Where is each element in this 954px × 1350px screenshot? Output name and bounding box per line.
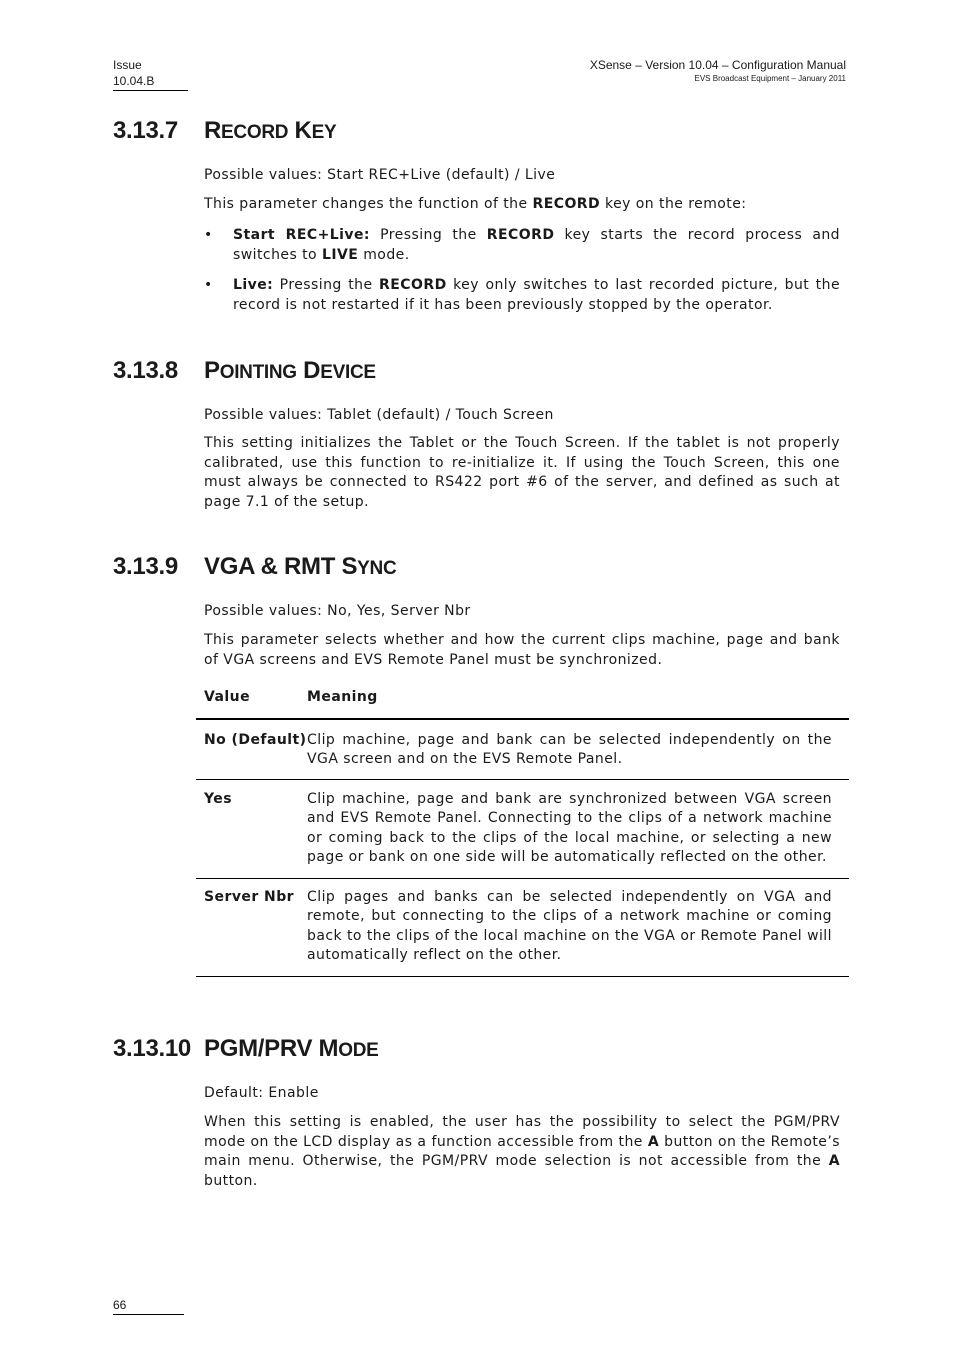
table-header-value: Value: [204, 689, 251, 705]
table-row: [196, 720, 849, 780]
section-heading-pgm-prv-mode: [113, 1034, 379, 1066]
table-cell-value: Server Nbr: [204, 888, 295, 905]
heading-cap: D: [303, 357, 321, 384]
paragraph: This setting initializes the Tablet or the Touch Screen. If the tablet is not properly calibrated, use this function to re-initialize it. If using the Touch Screen, this one must always be connected to RS422 port #6 of the server, and defined as such at page 7.1 of the setup.: [204, 435, 840, 510]
heading-smallcaps: EY: [311, 122, 337, 143]
bullet-item: • Live: Pressing the RECORD key only switches to last recorded picture, but the record is not restarted if it has been previously stopped by the operator.: [204, 277, 841, 313]
heading-text: PGM/PRV: [204, 1035, 319, 1062]
heading-smallcaps: YNC: [357, 558, 397, 579]
table-cell-value: No (Default): [204, 731, 307, 748]
possible-values-text: Possible values: Start REC+Live (default) / Live: [204, 167, 556, 183]
heading-smallcaps: ODE: [338, 1040, 379, 1061]
header-title-block: [590, 57, 846, 84]
values-table: [196, 686, 849, 977]
section-number: 3.13.10: [113, 1035, 191, 1062]
issue-number: 10.04.B: [113, 74, 155, 88]
table-row: [196, 780, 849, 879]
section-number: 3.13.8: [113, 357, 178, 384]
heading-cap: M: [318, 1035, 339, 1062]
section-heading-vga-rmt-sync: [113, 552, 396, 584]
heading-smallcaps: EVICE: [320, 362, 376, 383]
heading-smallcaps: OINTING: [219, 362, 297, 383]
possible-values-text: Possible values: Tablet (default) / Touch Screen: [204, 407, 554, 423]
paragraph: This parameter selects whether and how the current clips machine, page and bank of VGA screens and EVS Remote Panel must be synchronized.: [204, 632, 840, 668]
heading-cap: P: [204, 357, 220, 384]
paragraph: When this setting is enabled, the user has the possibility to select the PGM/PRV mode on the LCD display as a function accessible from the A button on the Remote’s main menu. Otherwise, the PGM/PRV mode selection is not accessible from the A button.: [204, 1114, 840, 1189]
table-header-meaning: Meaning: [307, 689, 378, 705]
manual-title: XSense – Version 10.04 – Configuration Manual: [589, 58, 846, 72]
heading-text: VGA & RMT: [204, 553, 342, 580]
issue-label: Issue: [113, 58, 142, 72]
bullet-icon: •: [204, 277, 213, 293]
table-cell-meaning: Clip machine, page and bank can be selected independently on the VGA screen and on the EVS Remote Panel.: [307, 731, 832, 767]
bullet-icon: •: [204, 227, 213, 243]
page-number: 66: [113, 1297, 184, 1315]
heading-cap: K: [294, 117, 312, 144]
table-cell-meaning: Clip machine, page and bank are synchronized between VGA screen and EVS Remote Panel. Connecting to the clips of a network machine or coming back to the clips of the local machine, or selecting a new page or bank on one side will be automatically reflected on the other.: [307, 790, 832, 865]
section-number: 3.13.7: [113, 117, 178, 144]
section-heading-pointing-device: [113, 356, 376, 388]
header-issue: [113, 57, 188, 91]
possible-values-text: Possible values: No, Yes, Server Nbr: [204, 603, 471, 619]
default-value-text: Default: Enable: [204, 1085, 319, 1101]
table-header-row: [196, 686, 849, 720]
bullet-item: • Start REC+Live: Pressing the RECORD key starts the record process and switches to LIVE mode.: [204, 227, 841, 263]
table-row: [196, 879, 849, 977]
table-cell-value: Yes: [204, 790, 233, 807]
section-heading-record-key: [113, 116, 336, 148]
section-number: 3.13.9: [113, 553, 178, 580]
heading-cap: S: [341, 553, 358, 580]
paragraph: This parameter changes the function of the RECORD key on the remote:: [204, 196, 747, 212]
heading-cap: R: [204, 117, 222, 144]
manual-subtitle: EVS Broadcast Equipment – January 2011: [694, 74, 846, 83]
heading-smallcaps: ECORD: [221, 122, 289, 143]
table-cell-meaning: Clip pages and banks can be selected independently on VGA and remote, but connecting to the clips of a network machine or coming back to the clips of the local machine on the VGA or Remote Panel will automatically reflect on the other.: [307, 888, 832, 963]
